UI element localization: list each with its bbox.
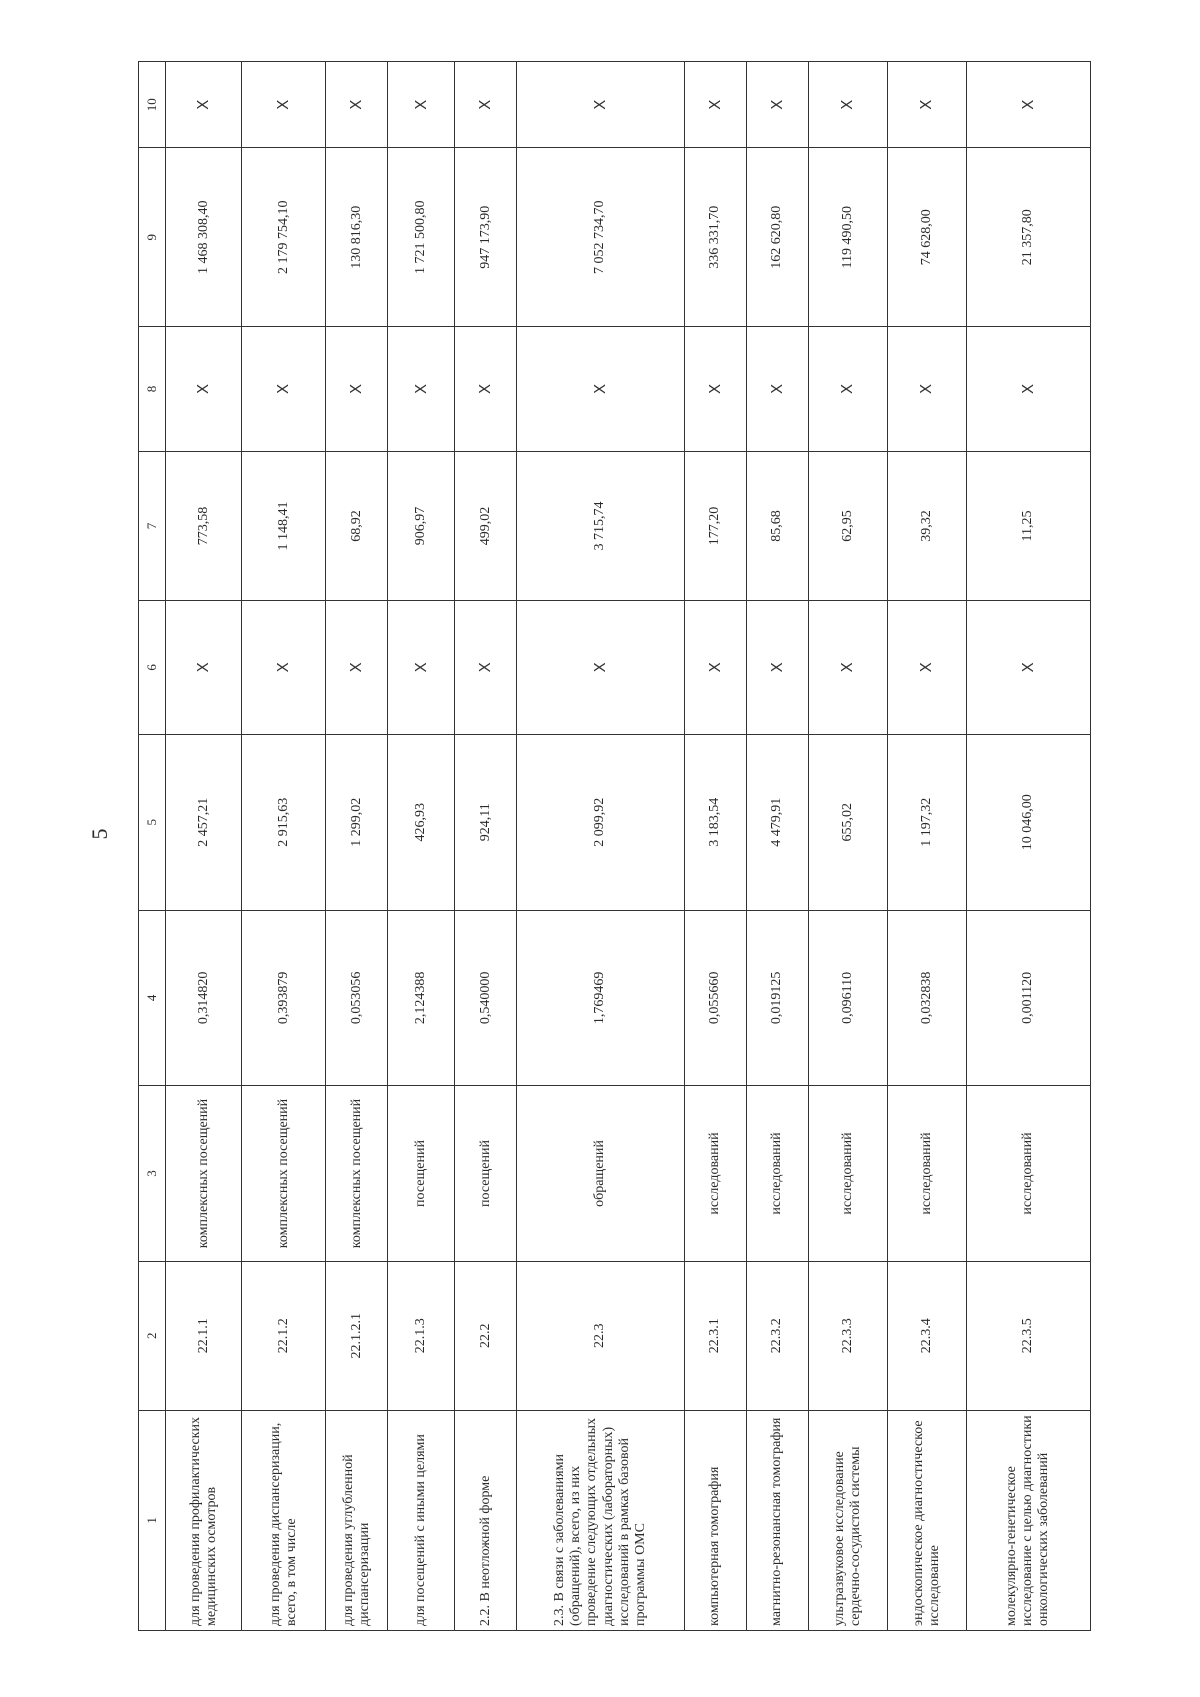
table-cell: X <box>887 62 966 148</box>
table-cell: 426,93 <box>388 734 455 910</box>
table-cell: 130 816,30 <box>326 148 388 327</box>
tariff-table <box>138 61 1091 1631</box>
table-cell: посещений <box>455 1086 517 1262</box>
table-cell: обращений <box>517 1086 684 1262</box>
table-cell: X <box>326 600 388 734</box>
column-header: 10 <box>139 62 166 148</box>
table-cell: 177,20 <box>684 452 746 601</box>
table-cell: 1 468 308,40 <box>166 148 242 327</box>
table-cell: X <box>166 600 242 734</box>
table-cell: 62,95 <box>808 452 887 601</box>
table-cell: 68,92 <box>326 452 388 601</box>
table-cell: 1 721 500,80 <box>388 148 455 327</box>
table-cell: 0,314820 <box>166 910 242 1086</box>
column-header: 1 <box>139 1410 166 1630</box>
table-cell: 22.1.3 <box>388 1261 455 1410</box>
table-cell: 655,02 <box>808 734 887 910</box>
table-cell: X <box>746 600 808 734</box>
table-cell: X <box>388 327 455 452</box>
table-cell: X <box>887 600 966 734</box>
table-cell: X <box>517 600 684 734</box>
table-cell: X <box>887 327 966 452</box>
table-cell: 10 046,00 <box>966 734 1090 910</box>
column-header: 8 <box>139 327 166 452</box>
table-cell: X <box>455 327 517 452</box>
table-cell: X <box>746 62 808 148</box>
table-cell: 336 331,70 <box>684 148 746 327</box>
table-cell: 1 197,32 <box>887 734 966 910</box>
table-row <box>166 62 242 1631</box>
table-cell: 947 173,90 <box>455 148 517 327</box>
table-cell: 22.3 <box>517 1261 684 1410</box>
table-cell: 773,58 <box>166 452 242 601</box>
page-number: 5 <box>87 828 112 840</box>
table-cell: исследований <box>887 1086 966 1262</box>
row-name-cell: компьютерная томография <box>684 1410 746 1630</box>
table-cell: X <box>166 62 242 148</box>
table-cell: 22.3.2 <box>746 1261 808 1410</box>
table-cell: X <box>808 62 887 148</box>
table-cell: 22.3.1 <box>684 1261 746 1410</box>
table-cell: X <box>242 62 326 148</box>
table-cell: X <box>455 62 517 148</box>
column-header: 3 <box>139 1086 166 1262</box>
table-cell: 0,055660 <box>684 910 746 1086</box>
table-cell: 2 457,21 <box>166 734 242 910</box>
table-row <box>746 62 808 1631</box>
row-name-cell: 2.3. В связи с заболеваниями (обращений), всего, из них проведение следующих отдельных диагностических (лабораторных) исследований в рамках базовой программы ОМС <box>517 1410 684 1630</box>
row-name-cell: для проведения профилактических медицинских осмотров <box>166 1410 242 1630</box>
row-name-cell: 2.2. В неотложной форме <box>455 1410 517 1630</box>
table-cell: X <box>684 600 746 734</box>
header-row <box>139 62 166 1631</box>
table-cell: X <box>808 600 887 734</box>
table-cell: 1 299,02 <box>326 734 388 910</box>
table-cell: 7 052 734,70 <box>517 148 684 327</box>
table-cell: 2,124388 <box>388 910 455 1086</box>
table-cell: 22.2 <box>455 1261 517 1410</box>
table-cell: X <box>166 327 242 452</box>
row-name-cell: для проведения углубленной диспансеризации <box>326 1410 388 1630</box>
table-cell: 2 179 754,10 <box>242 148 326 327</box>
table-row <box>388 62 455 1631</box>
table-cell: X <box>966 327 1090 452</box>
row-name-cell: ультразвуковое исследование сердечно-сосудистой системы <box>808 1410 887 1630</box>
table-cell: X <box>326 327 388 452</box>
table-cell: 22.3.4 <box>887 1261 966 1410</box>
table-row <box>808 62 887 1631</box>
row-name-cell: молекулярно-генетическое исследование с целью диагностики онкологических заболеваний <box>966 1410 1090 1630</box>
table-row <box>326 62 388 1631</box>
table-cell: посещений <box>388 1086 455 1262</box>
table-cell: 0,096110 <box>808 910 887 1086</box>
column-header: 2 <box>139 1261 166 1410</box>
table-cell: 85,68 <box>746 452 808 601</box>
table-cell: 3 715,74 <box>517 452 684 601</box>
table-cell: X <box>966 600 1090 734</box>
table-cell: 0,001120 <box>966 910 1090 1086</box>
table-cell: 1 148,41 <box>242 452 326 601</box>
column-header: 6 <box>139 600 166 734</box>
column-header: 5 <box>139 734 166 910</box>
table-cell: X <box>388 62 455 148</box>
table-cell: X <box>242 327 326 452</box>
table-cell: 21 357,80 <box>966 148 1090 327</box>
table-cell: 22.3.5 <box>966 1261 1090 1410</box>
table-row <box>887 62 966 1631</box>
row-name-cell: для проведения диспансеризации, всего, в том числе <box>242 1410 326 1630</box>
column-header: 4 <box>139 910 166 1086</box>
table-cell: 0,032838 <box>887 910 966 1086</box>
tariff-table-frame <box>138 61 1091 1631</box>
table-row <box>966 62 1090 1631</box>
table-cell: X <box>746 327 808 452</box>
table-cell: 22.1.1 <box>166 1261 242 1410</box>
table-cell: комплексных посещений <box>242 1086 326 1262</box>
table-cell: 2 099,92 <box>517 734 684 910</box>
table-body <box>166 62 1091 1631</box>
table-cell: X <box>242 600 326 734</box>
table-cell: X <box>808 327 887 452</box>
row-name-cell: эндоскопическое диагностическое исследование <box>887 1410 966 1630</box>
table-cell: 924,11 <box>455 734 517 910</box>
table-cell: 0,540000 <box>455 910 517 1086</box>
table-cell: X <box>684 62 746 148</box>
table-cell: исследований <box>966 1086 1090 1262</box>
table-cell: 3 183,54 <box>684 734 746 910</box>
table-row <box>242 62 326 1631</box>
table-cell: исследований <box>746 1086 808 1262</box>
table-cell: 4 479,91 <box>746 734 808 910</box>
table-cell: X <box>517 327 684 452</box>
row-name-cell: для посещений с иными целями <box>388 1410 455 1630</box>
table-cell: 2 915,63 <box>242 734 326 910</box>
table-cell: 0,053056 <box>326 910 388 1086</box>
table-cell: комплексных посещений <box>326 1086 388 1262</box>
table-cell: комплексных посещений <box>166 1086 242 1262</box>
table-cell: 119 490,50 <box>808 148 887 327</box>
table-cell: 499,02 <box>455 452 517 601</box>
table-cell: 162 620,80 <box>746 148 808 327</box>
table-cell: 22.1.2.1 <box>326 1261 388 1410</box>
table-cell: X <box>388 600 455 734</box>
table-cell: 22.1.2 <box>242 1261 326 1410</box>
table-cell: X <box>517 62 684 148</box>
table-cell: 0,019125 <box>746 910 808 1086</box>
table-cell: 74 628,00 <box>887 148 966 327</box>
column-header: 7 <box>139 452 166 601</box>
table-cell: 0,393879 <box>242 910 326 1086</box>
table-cell: X <box>966 62 1090 148</box>
table-row <box>455 62 517 1631</box>
table-cell: исследований <box>684 1086 746 1262</box>
table-cell: 22.3.3 <box>808 1261 887 1410</box>
table-row <box>684 62 746 1631</box>
table-cell: X <box>455 600 517 734</box>
table-cell: 1,769469 <box>517 910 684 1086</box>
table-cell: X <box>684 327 746 452</box>
column-header: 9 <box>139 148 166 327</box>
table-cell: 11,25 <box>966 452 1090 601</box>
table-cell: исследований <box>808 1086 887 1262</box>
table-cell: X <box>326 62 388 148</box>
table-cell: 906,97 <box>388 452 455 601</box>
row-name-cell: магнитно-резонансная томография <box>746 1410 808 1630</box>
table-cell: 39,32 <box>887 452 966 601</box>
table-row <box>517 62 684 1631</box>
